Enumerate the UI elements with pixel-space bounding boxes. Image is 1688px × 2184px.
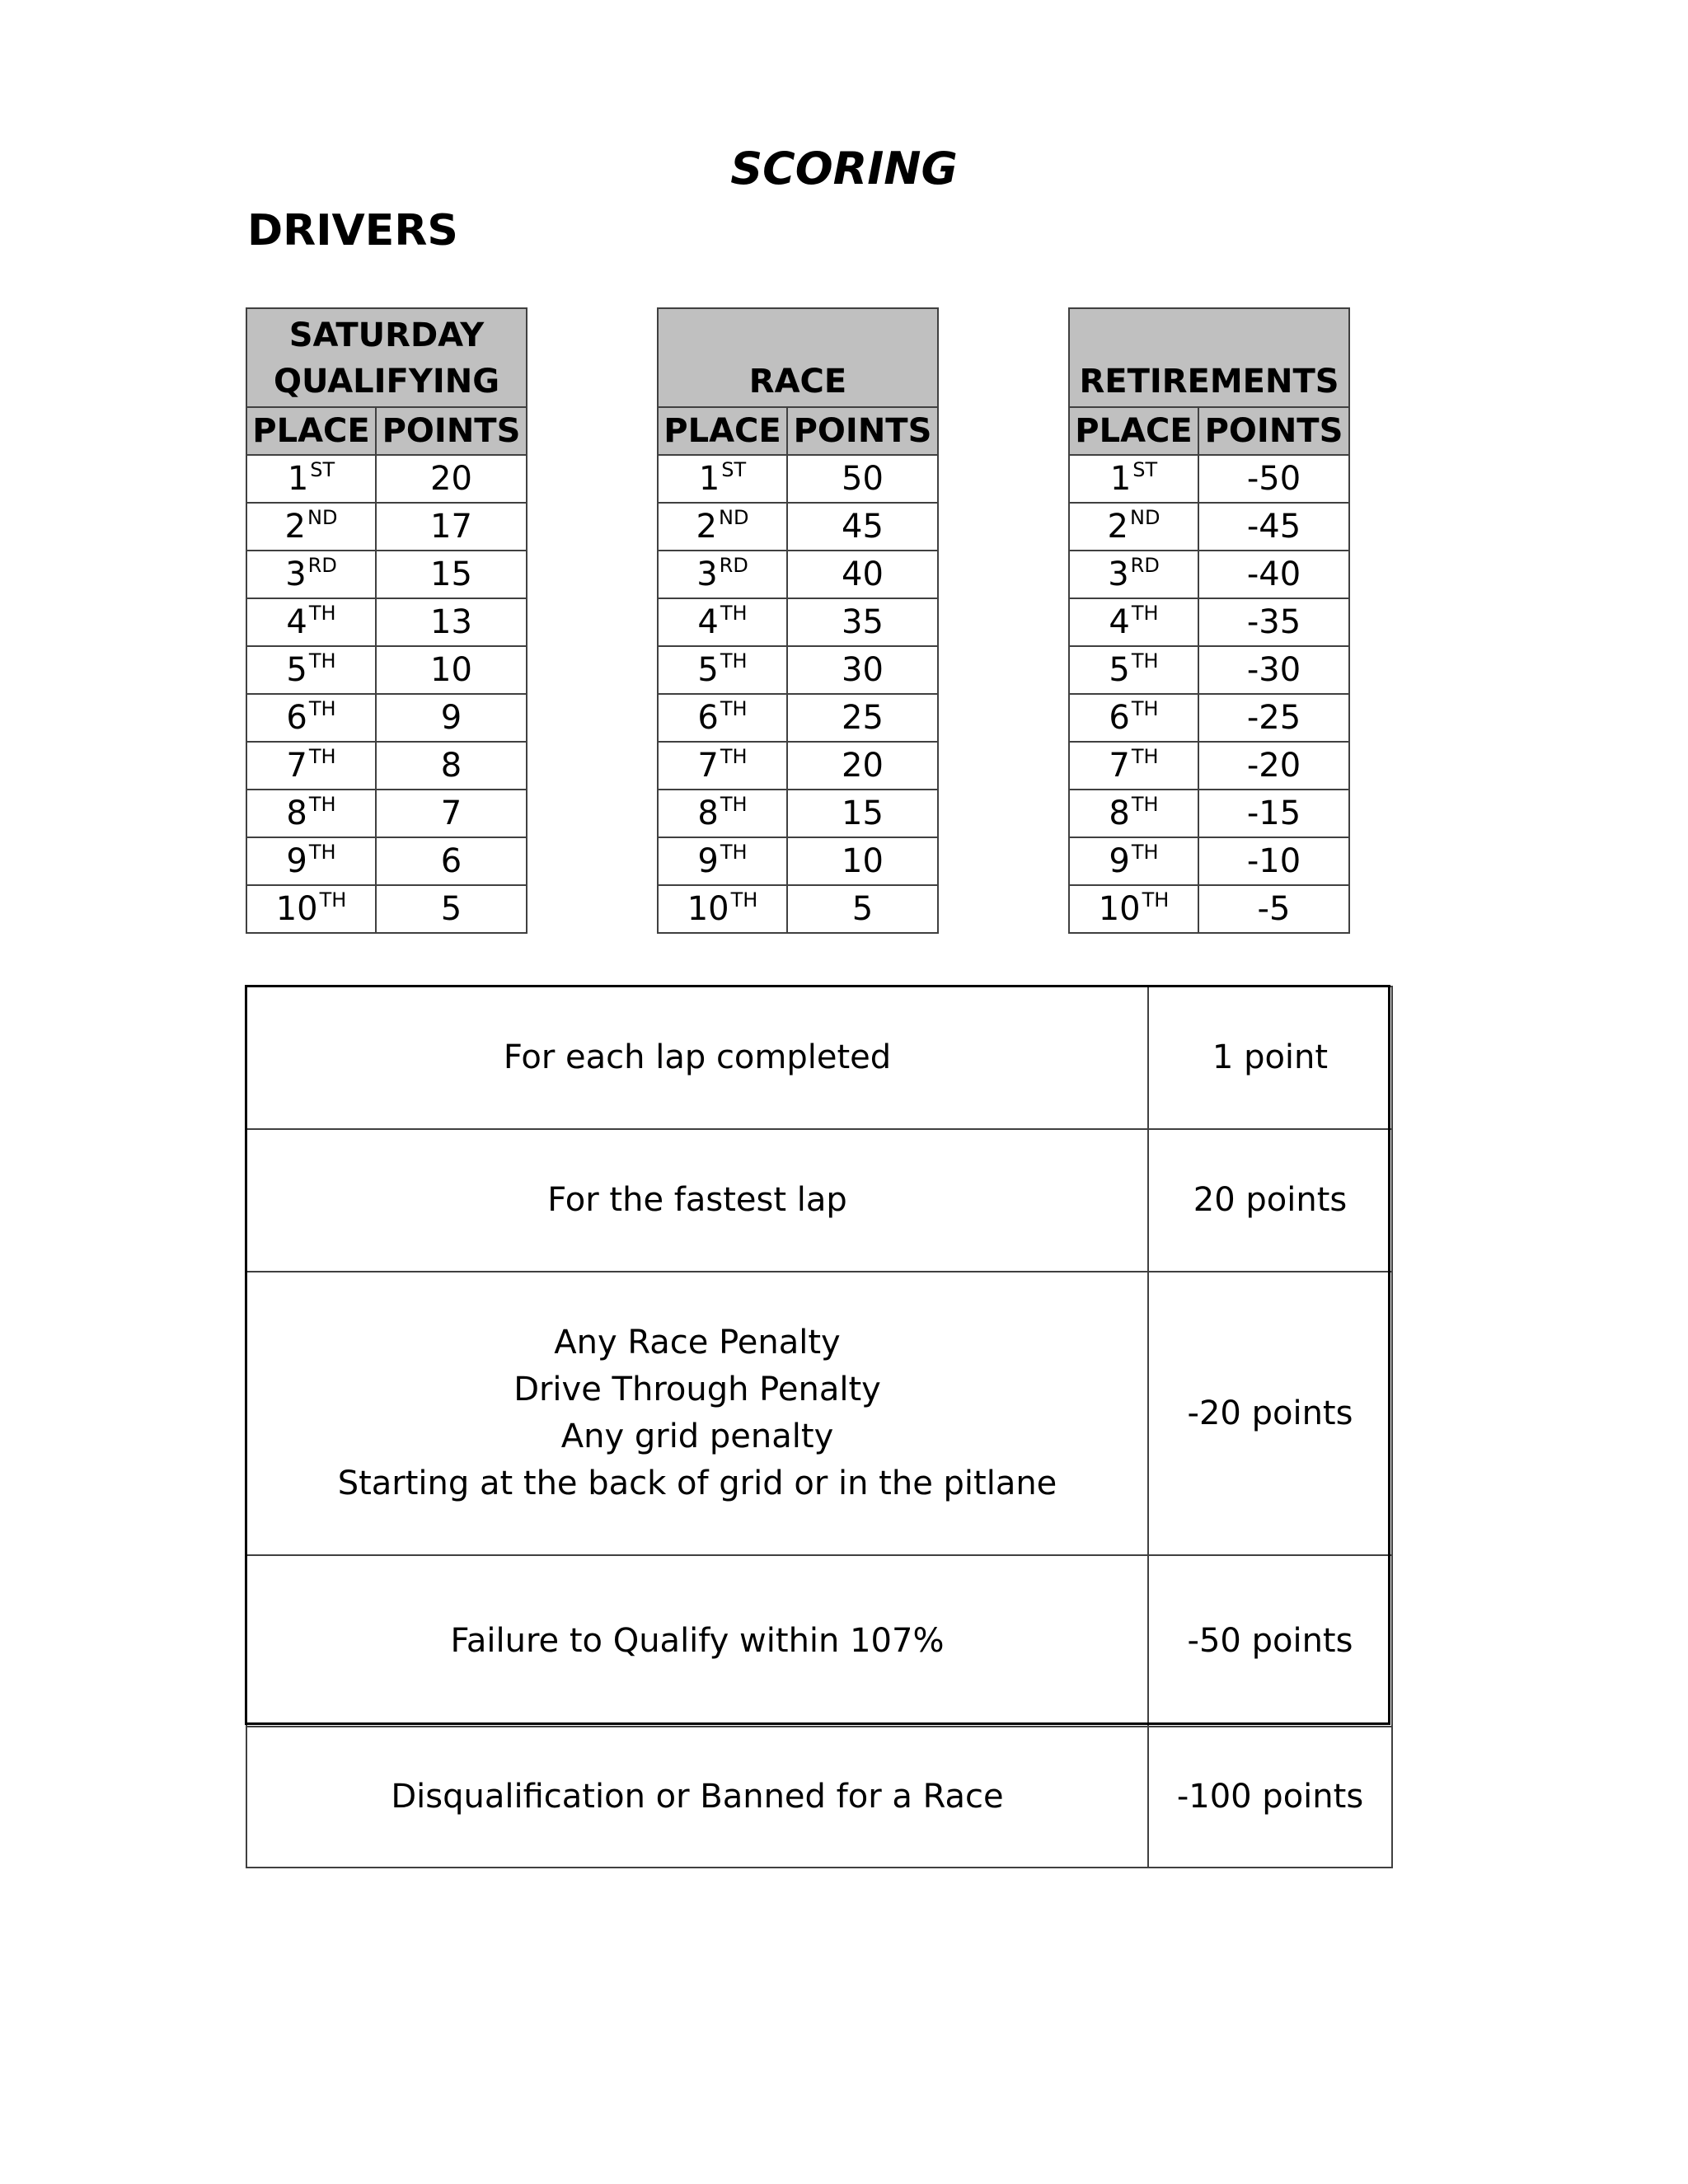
qualifying-table [246,307,528,934]
table-row [658,551,938,598]
table-row [658,790,938,837]
rule-row [246,1129,1392,1272]
place-cell [658,598,787,646]
place-number: 4 [1109,603,1130,641]
place-number: 10 [1098,890,1141,928]
place-suffix: TH [720,602,748,625]
place-number: 1 [287,460,309,498]
place-suffix: TH [1131,745,1159,768]
place-number: 4 [286,603,307,641]
place-suffix: ST [310,458,335,481]
table-row [1069,790,1349,837]
rule-description-line: Drive Through Penalty [513,1371,881,1408]
place-column-header: PLACE [246,407,376,455]
place-number: 1 [698,460,720,498]
place-cell [1069,885,1198,933]
place-cell [246,551,376,598]
place-suffix: RD [1130,554,1160,577]
place-suffix: TH [720,841,748,864]
place-cell [246,694,376,742]
place-number: 3 [1108,555,1129,593]
place-number: 6 [286,699,307,737]
points-cell: 30 [787,646,938,694]
place-column-header: PLACE [658,407,787,455]
place-cell [658,837,787,885]
place-cell [658,551,787,598]
rule-description-line: Any Race Penalty [554,1324,841,1361]
place-number: 5 [697,651,719,689]
place-cell [658,503,787,551]
place-cell [246,742,376,790]
table-row [246,885,527,933]
rule-points: 1 point [1148,987,1392,1129]
points-column-header: POINTS [376,407,527,455]
table-row [658,742,938,790]
place-cell [246,455,376,503]
table-row [1069,837,1349,885]
table-row [246,742,527,790]
points-cell: 17 [376,503,527,551]
place-suffix: TH [308,841,336,864]
place-suffix: ND [307,506,338,529]
points-cell: -20 [1198,742,1349,790]
place-cell [246,790,376,837]
place-cell [1069,551,1198,598]
retirements-table-caption: RETIREMENTS [1069,308,1349,407]
table-row [1069,742,1349,790]
place-cell [1069,646,1198,694]
table-row [658,503,938,551]
points-cell: 7 [376,790,527,837]
place-suffix: ND [719,506,749,529]
rule-description [246,1555,1148,1727]
table-row [246,551,527,598]
place-cell [658,742,787,790]
table-row [1069,551,1349,598]
place-number: 9 [286,842,307,880]
place-suffix: TH [720,745,748,768]
caption-line: SATURDAY [288,316,485,354]
place-cell [1069,598,1198,646]
section-heading: DRIVERS [247,206,458,255]
points-cell: 45 [787,503,938,551]
table-row [246,455,527,503]
place-number: 3 [285,555,307,593]
table-row [246,694,527,742]
place-cell [246,885,376,933]
place-number: 4 [697,603,719,641]
points-cell: -25 [1198,694,1349,742]
place-suffix: TH [720,697,748,720]
table-row [658,837,938,885]
points-cell: 15 [376,551,527,598]
points-cell: -15 [1198,790,1349,837]
rule-description [246,1727,1148,1868]
place-suffix: TH [730,888,758,912]
rule-row [246,987,1392,1129]
place-suffix: TH [1131,697,1159,720]
rule-row [246,1272,1392,1555]
points-cell: 6 [376,837,527,885]
place-cell [658,694,787,742]
rule-description [246,1272,1148,1555]
place-number: 8 [697,794,719,832]
place-suffix: TH [720,793,748,816]
points-cell: -40 [1198,551,1349,598]
table-row [246,598,527,646]
table-row [658,694,938,742]
points-cell: 20 [787,742,938,790]
points-cell: 5 [787,885,938,933]
place-suffix: TH [308,697,336,720]
table-row [658,455,938,503]
retirements-table [1068,307,1350,934]
place-number: 6 [1109,699,1130,737]
place-suffix: TH [319,888,347,912]
place-suffix: TH [1142,888,1170,912]
points-cell: 50 [787,455,938,503]
place-suffix: TH [308,745,336,768]
place-cell [1069,503,1198,551]
rule-description-line: Failure to Qualify within 107% [450,1621,945,1660]
place-suffix: ST [721,458,747,481]
place-cell [1069,455,1198,503]
points-column-header: POINTS [787,407,938,455]
table-row [246,503,527,551]
place-number: 8 [286,794,307,832]
table-row [1069,598,1349,646]
place-column-header: PLACE [1069,407,1198,455]
place-number: 8 [1109,794,1130,832]
table-row [658,885,938,933]
place-suffix: ST [1132,458,1158,481]
table-row [658,598,938,646]
table-row [246,790,527,837]
place-cell [246,646,376,694]
table-row [1069,694,1349,742]
points-cell: 5 [376,885,527,933]
place-suffix: TH [1131,793,1159,816]
rule-description-line: For each lap completed [503,1038,892,1076]
points-cell: 8 [376,742,527,790]
place-number: 7 [286,747,307,785]
rule-description [246,1129,1148,1272]
place-number: 2 [284,508,306,546]
table-row [1069,646,1349,694]
table-row [1069,503,1349,551]
place-cell [658,885,787,933]
bonus-penalty-table [246,986,1393,1868]
table-row [246,837,527,885]
place-cell [658,455,787,503]
points-cell: 35 [787,598,938,646]
place-suffix: TH [720,649,748,673]
place-number: 9 [1109,842,1130,880]
place-cell [246,503,376,551]
place-number: 2 [1107,508,1128,546]
points-cell: 9 [376,694,527,742]
points-cell: -35 [1198,598,1349,646]
points-cell: 25 [787,694,938,742]
place-number: 7 [697,747,719,785]
points-cell: 13 [376,598,527,646]
place-number: 2 [696,508,717,546]
place-suffix: TH [1131,649,1159,673]
caption-line: QUALIFYING [273,363,500,401]
points-cell: 10 [787,837,938,885]
place-number: 5 [286,651,307,689]
place-number: 10 [275,890,318,928]
page-title: SCORING [730,143,958,194]
race-table-caption: RACE [658,308,938,407]
place-suffix: TH [308,649,336,673]
place-suffix: TH [1131,602,1159,625]
points-cell: 20 [376,455,527,503]
place-suffix: TH [1131,841,1159,864]
place-cell [246,598,376,646]
place-number: 6 [697,699,719,737]
place-suffix: TH [308,602,336,625]
table-row [246,646,527,694]
rule-description-line: Starting at the back of grid or in the pitlane [337,1465,1057,1502]
place-number: 3 [696,555,718,593]
race-table [657,307,939,934]
place-number: 7 [1109,747,1130,785]
place-cell [1069,790,1198,837]
rule-description-line: For the fastest lap [547,1181,847,1219]
place-cell [658,790,787,837]
place-cell [658,646,787,694]
points-column-header: POINTS [1198,407,1349,455]
place-number: 9 [697,842,719,880]
place-number: 5 [1109,651,1130,689]
table-row [1069,885,1349,933]
points-cell: 10 [376,646,527,694]
place-suffix: TH [308,793,336,816]
place-cell [1069,837,1198,885]
qualifying-table-caption [246,308,527,407]
rule-points: 20 points [1148,1129,1392,1272]
place-suffix: ND [1130,506,1160,529]
points-cell: -10 [1198,837,1349,885]
place-number: 10 [687,890,729,928]
rule-points: -50 points [1148,1555,1392,1727]
table-row [1069,455,1349,503]
rule-description-line: Any grid penalty [560,1418,834,1455]
rule-description [246,987,1148,1129]
points-cell: -30 [1198,646,1349,694]
points-cell: -45 [1198,503,1349,551]
place-cell [1069,742,1198,790]
points-cell: -50 [1198,455,1349,503]
rule-points: -20 points [1148,1272,1392,1555]
table-row [658,646,938,694]
points-cell: -5 [1198,885,1349,933]
rule-row [246,1727,1392,1868]
rule-points: -100 points [1148,1727,1392,1868]
place-suffix: RD [307,554,337,577]
rule-description-line: Disqualification or Banned for a Race [391,1778,1004,1816]
points-cell: 40 [787,551,938,598]
place-cell [1069,694,1198,742]
rule-row [246,1555,1392,1727]
points-cell: 15 [787,790,938,837]
place-suffix: RD [719,554,748,577]
place-number: 1 [1109,460,1132,498]
place-cell [246,837,376,885]
